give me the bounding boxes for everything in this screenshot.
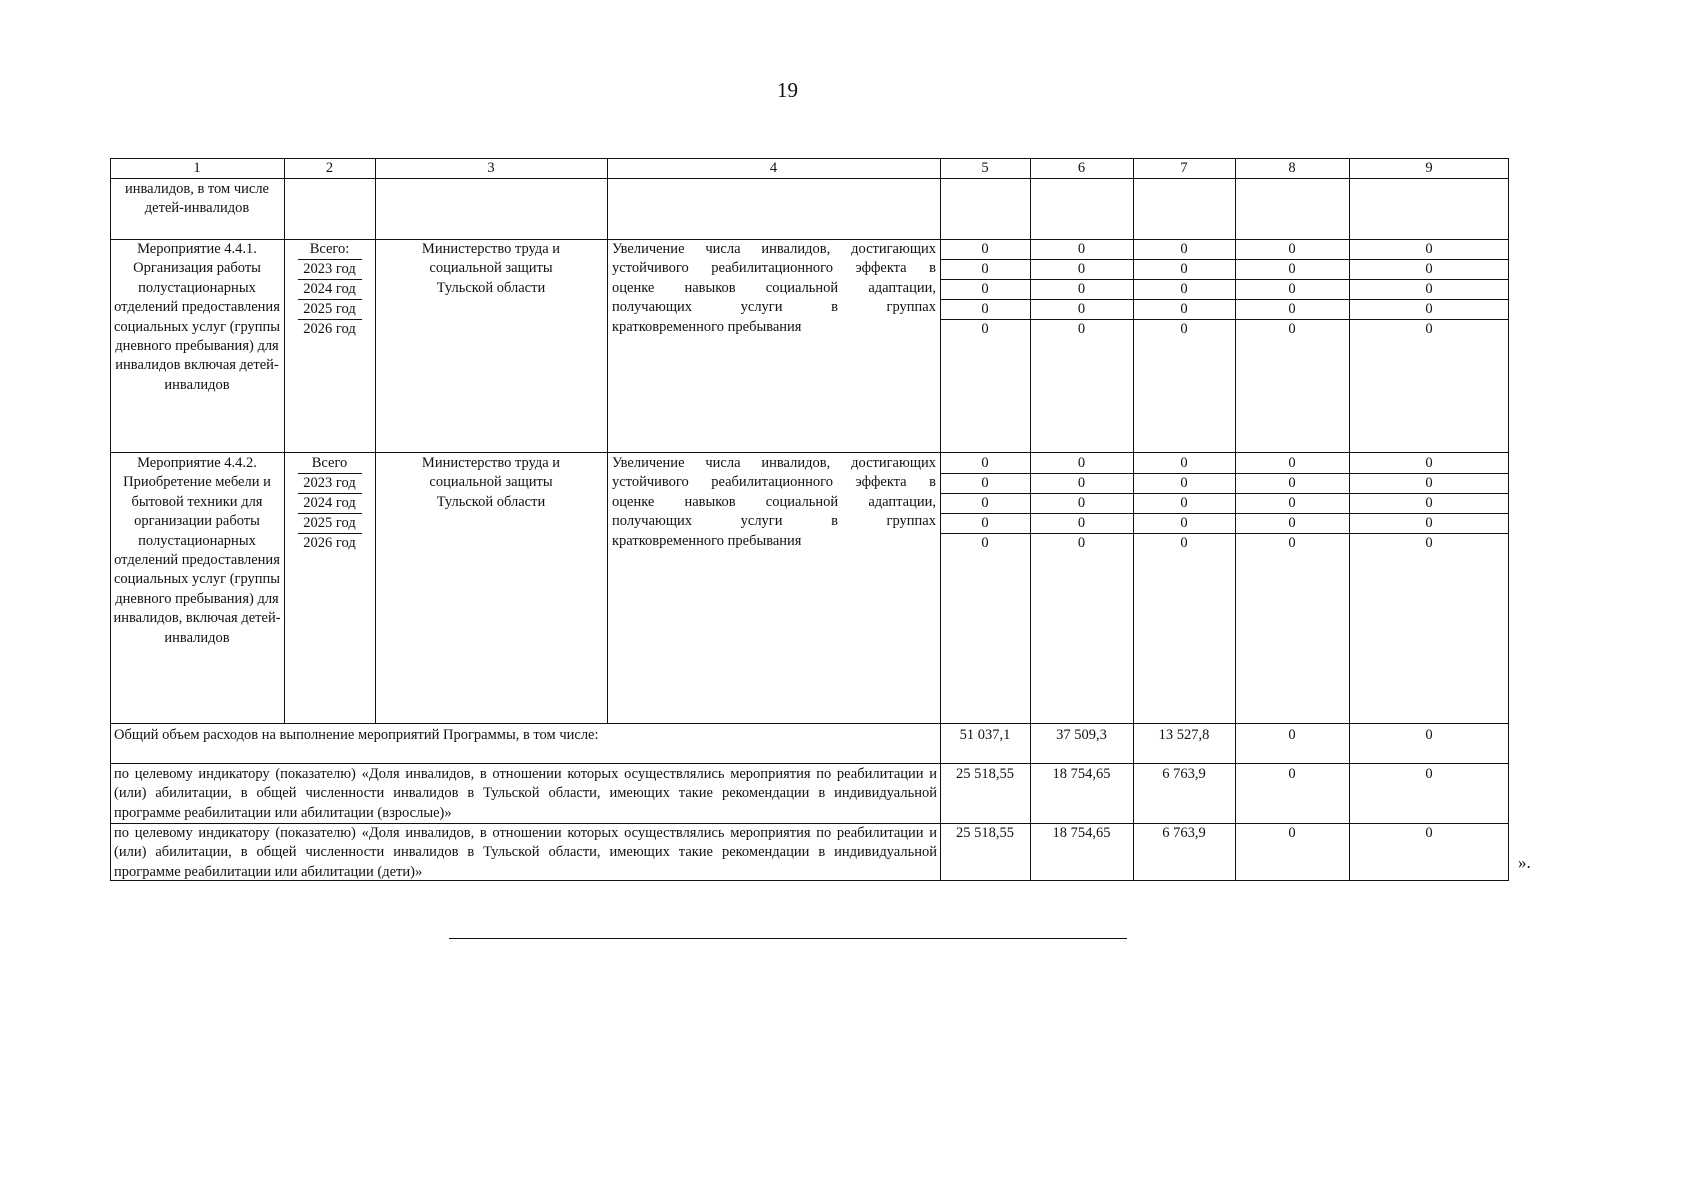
page-number: 19 [777, 78, 798, 102]
total-label: Общий объем расходов на выполнение мероприятий Программы, в том числе: [114, 727, 599, 743]
header-col-9: 9 [1425, 160, 1433, 176]
col-divider [607, 158, 608, 724]
value-cell: 0 [1180, 495, 1188, 511]
value-cell: 0 [1180, 535, 1188, 551]
result-line: Увеличение числа инвалидов, достигающих [612, 241, 936, 257]
value-cell: 0 [1180, 515, 1188, 531]
period-2024: 2024 год [303, 281, 356, 297]
value-cell: 0 [1077, 321, 1086, 337]
period-2026: 2026 год [303, 321, 356, 337]
value-cell: 0 [981, 495, 989, 511]
total-value-cell: 0 [1425, 766, 1433, 782]
total-value-cell: 25 518,55 [956, 825, 1014, 841]
total-value-cell: 51 037,1 [959, 727, 1011, 743]
result-line: оценке навыков социальной адаптации, [612, 279, 936, 296]
value-cell: 0 [1288, 515, 1296, 531]
total-value-cell: 18 754,65 [1052, 766, 1111, 782]
value-cell: 0 [981, 321, 989, 337]
measure-title: Мероприятие 4.4.1. Организация работы полустационарных отделений предоставления социальных услуг (группы дневного пребывания) для инвалидов включая детей-инвалидов [113, 241, 281, 393]
value-cell: 0 [1425, 535, 1433, 551]
result-line: устойчивого реабилитационного эффекта в [612, 474, 936, 491]
value-cell: 0 [1288, 321, 1296, 337]
value-cell: 0 [1288, 495, 1296, 511]
value-cell: 0 [1425, 475, 1433, 491]
total-value-cell: 37 509,3 [1056, 727, 1107, 743]
value-cell: 0 [1288, 475, 1296, 491]
executor: Министерство труда и социальной защиты Тульской области [421, 241, 561, 296]
result-line: получающих услуги в группах [612, 513, 936, 530]
value-cell: 0 [981, 261, 989, 277]
value-cell: 0 [1077, 301, 1086, 317]
value-cell: 0 [1425, 321, 1433, 337]
value-cell: 0 [1180, 455, 1188, 471]
period-2026: 2026 год [303, 535, 356, 551]
value-cell: 0 [1077, 535, 1086, 551]
row-divider [110, 763, 1509, 764]
value-cell: 0 [1288, 455, 1296, 471]
result-line: кратковременного пребывания [612, 318, 802, 335]
value-cell: 0 [1425, 261, 1433, 277]
value-cell: 0 [981, 455, 989, 471]
header-col-2: 2 [325, 160, 334, 176]
executor: Министерство труда и социальной защиты Тульской области [421, 455, 561, 510]
period-2023: 2023 год [303, 261, 356, 277]
total-value-cell: 13 527,8 [1158, 727, 1210, 743]
value-cell: 0 [1077, 515, 1086, 531]
header-col-5: 5 [981, 160, 989, 176]
value-cell: 0 [1288, 301, 1296, 317]
total-value-cell: 0 [1425, 825, 1433, 841]
period-2023: 2023 год [303, 475, 356, 491]
period-2025: 2025 год [303, 301, 356, 317]
header-col-4: 4 [769, 160, 778, 176]
value-cell: 0 [981, 281, 989, 297]
period-2025: 2025 год [303, 515, 356, 531]
total-value-cell: 0 [1425, 727, 1433, 743]
col-divider [375, 158, 376, 724]
row-divider [110, 723, 1509, 724]
value-cell: 0 [1425, 241, 1433, 257]
total-value-cell: 25 518,55 [956, 766, 1014, 782]
value-cell: 0 [981, 535, 989, 551]
value-cell: 0 [1288, 535, 1296, 551]
result-line: получающих услуги в группах [612, 299, 936, 316]
result-line: оценке навыков социальной адаптации, [612, 493, 936, 510]
value-cell: 0 [1288, 241, 1296, 257]
value-cell: 0 [981, 301, 989, 317]
result-line: Увеличение числа инвалидов, достигающих [612, 455, 936, 471]
total-value-cell: 6 763,9 [1162, 766, 1206, 782]
header-col-3: 3 [487, 160, 495, 176]
value-cell: 0 [1288, 261, 1296, 277]
row-divider [110, 452, 1509, 453]
value-cell: 0 [1425, 515, 1433, 531]
value-cell: 0 [1180, 281, 1188, 297]
value-cell: 0 [1077, 261, 1086, 277]
continuation-cell: инвалидов, в том числе детей-инвалидов [124, 181, 269, 217]
total-value-cell: 6 763,9 [1162, 825, 1206, 841]
value-cell: 0 [1180, 321, 1188, 337]
period-total: Всего: [309, 241, 350, 257]
value-cell: 0 [1425, 495, 1433, 511]
indicator-children-label: по целевому индикатору (показателю) «Доля инвалидов, в отношении которых осуществлялись мероприятия по реабилитации и (или) абилитации, в общей численности инвалидов в Тульской области, имеющих такие рекомендации в индивидуальной программе реабилитации или абилитации (дети)» [114, 825, 937, 880]
value-cell: 0 [1180, 241, 1188, 257]
indicator-adults-label: по целевому индикатору (показателю) «Доля инвалидов, в отношении которых осуществлялись мероприятия по реабилитации и (или) абилитации, в общей численности инвалидов в Тульской области, имеющих такие рекомендации в индивидуальной программе реабилитации или абилитации (взрослые)» [114, 766, 937, 821]
header-col-1: 1 [193, 160, 201, 176]
value-cell: 0 [1180, 261, 1188, 277]
total-value-cell: 0 [1288, 727, 1296, 743]
total-value-cell: 0 [1288, 825, 1296, 841]
value-cell: 0 [1425, 301, 1433, 317]
period-2024: 2024 год [303, 495, 356, 511]
header-col-7: 7 [1180, 160, 1188, 176]
value-cell: 0 [981, 241, 989, 257]
value-cell: 0 [1180, 475, 1188, 491]
result-line: устойчивого реабилитационного эффекта в [612, 260, 936, 277]
result-line: кратковременного пребывания [612, 532, 802, 549]
header-col-8: 8 [1288, 160, 1296, 176]
closing-quote-mark: ». [1518, 853, 1531, 872]
value-cell: 0 [1425, 455, 1433, 471]
value-cell: 0 [981, 515, 989, 531]
measure-title: Мероприятие 4.4.2. Приобретение мебели и бытовой техники для организации работы полустационарных отделений предоставления социальных услуг (группы дневного пребывания) для инвалидов, включая детей-инвалидов [113, 455, 281, 646]
value-cell: 0 [1180, 301, 1188, 317]
value-cell: 0 [1077, 475, 1086, 491]
value-cell: 0 [981, 475, 989, 491]
period-total: Всего [311, 455, 348, 471]
total-value-cell: 18 754,65 [1052, 825, 1111, 841]
value-cell: 0 [1425, 281, 1433, 297]
end-rule [449, 938, 1127, 939]
value-cell: 0 [1077, 495, 1086, 511]
header-col-6: 6 [1077, 160, 1086, 176]
value-cell: 0 [1077, 241, 1086, 257]
total-value-cell: 0 [1288, 766, 1296, 782]
value-cell: 0 [1288, 281, 1296, 297]
value-cell: 0 [1077, 455, 1086, 471]
value-cell: 0 [1077, 281, 1086, 297]
